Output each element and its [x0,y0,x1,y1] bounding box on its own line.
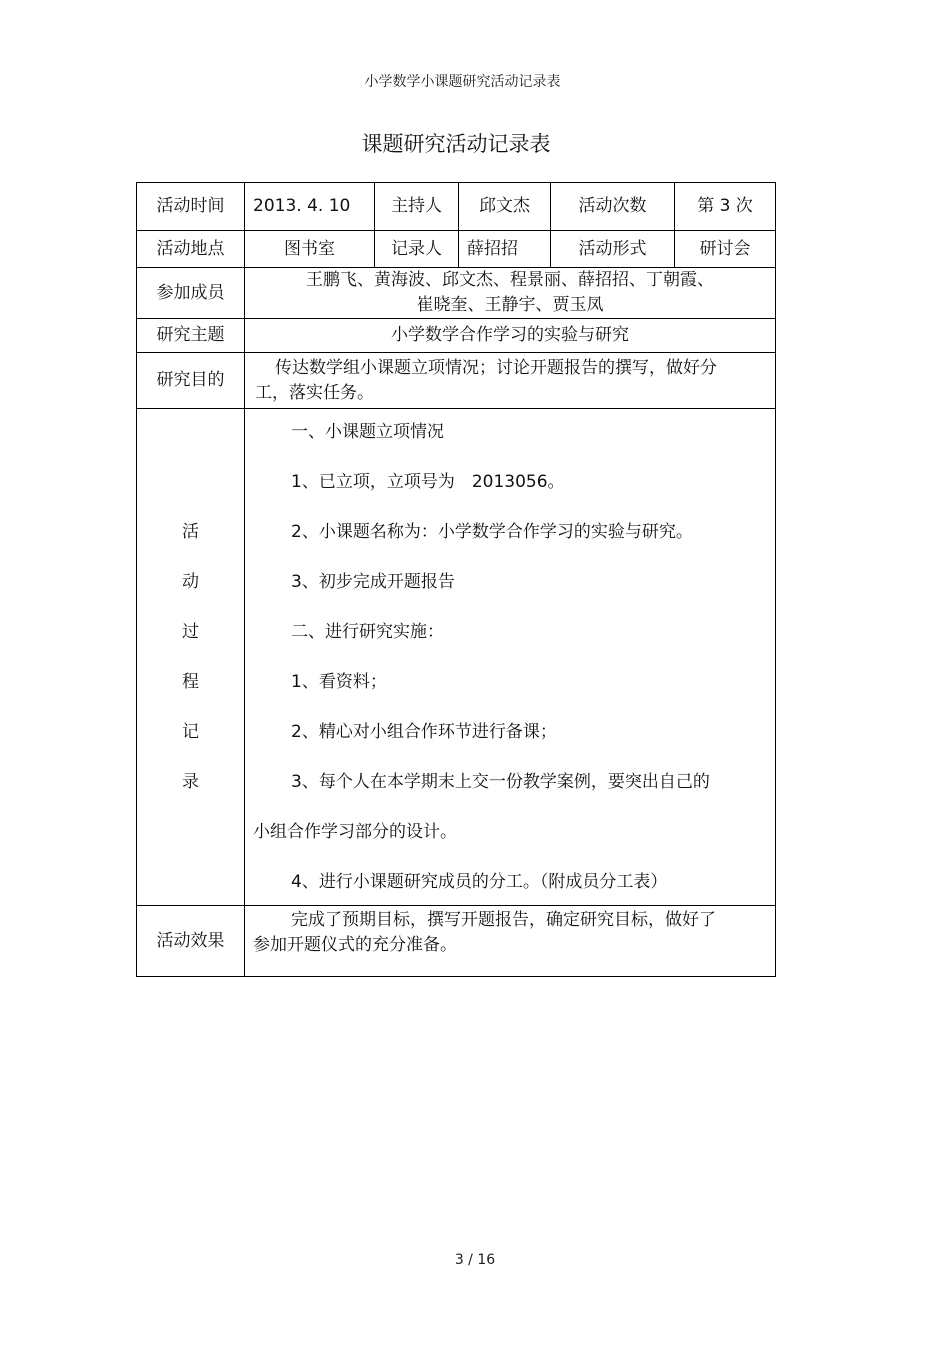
activity-count-label: 活动次数 [551,183,675,231]
process-label-char: 活 [182,522,199,542]
activity-place-label: 活动地点 [137,231,245,268]
activity-time-value: 2013. 4. 10 [245,183,375,231]
process-label [137,409,245,906]
table-row-members [137,268,776,319]
running-header: 小学数学小课题研究活动记录表 [364,74,561,90]
activity-record-table [136,182,776,977]
activity-form-value: 研讨会 [675,231,776,268]
table-row-place [137,231,776,268]
activity-place-value: 图书室 [245,231,375,268]
activity-time-label: 活动时间 [137,183,245,231]
process-line: 3、每个人在本学期末上交一份教学案例，要突出自己的 [291,772,710,792]
process-line: 二、进行研究实施： [291,622,444,642]
process-line: 1、看资料； [291,672,387,692]
effect-value [245,906,776,977]
members-value [245,268,776,319]
host-label: 主持人 [375,183,459,231]
host-value: 邱文杰 [459,183,551,231]
recorder-label: 记录人 [375,231,459,268]
table-row-topic [137,319,776,353]
purpose-value [245,353,776,409]
document-title: 课题研究活动记录表 [361,132,551,156]
effect-line-2: 参加开题仪式的充分准备。 [253,935,457,955]
purpose-line-2: 工，落实任务。 [255,382,374,403]
process-line: 小组合作学习部分的设计。 [253,822,457,842]
table-row-purpose [137,353,776,409]
process-label-char: 动 [182,572,199,592]
effect-label: 活动效果 [137,906,245,977]
table-row-effect [137,906,776,977]
process-line: 4、进行小课题研究成员的分工。（附成员分工表） [291,872,668,892]
activity-count-value: 第 3 次 [675,183,776,231]
process-line: 2、精心对小组合作环节进行备课； [291,722,557,742]
members-line-2: 崔晓奎、王静宇、贾玉凤 [416,295,604,315]
process-label-char: 记 [182,722,199,742]
process-line: 一、小课题立项情况 [291,422,444,442]
activity-form-label: 活动形式 [551,231,675,268]
effect-line-1: 完成了预期目标，撰写开题报告，确定研究目标，做好了 [291,910,716,930]
purpose-line-1: 传达数学组小课题立项情况；讨论开题报告的撰写，做好分 [275,357,717,378]
members-line-1: 王鹏飞、黄海波、邱文杰、程景丽、薛招招、丁朝霞、 [306,270,714,290]
recorder-value: 薛招招 [459,231,551,268]
process-line: 1、已立项，立项号为 2013056。 [291,472,565,492]
table-row-time [137,183,776,231]
page-number: 3 / 16 [454,1252,496,1268]
process-label-char: 过 [182,622,199,642]
purpose-label: 研究目的 [137,353,245,409]
topic-value: 小学数学合作学习的实验与研究 [245,319,776,353]
process-content [245,409,776,906]
process-label-char: 录 [182,772,199,792]
table-row-process [137,409,776,906]
topic-label: 研究主题 [137,319,245,353]
members-label: 参加成员 [137,268,245,319]
process-line: 3、初步完成开题报告 [291,572,455,592]
process-label-char: 程 [182,672,199,692]
process-line: 2、小课题名称为：小学数学合作学习的实验与研究。 [291,522,693,542]
